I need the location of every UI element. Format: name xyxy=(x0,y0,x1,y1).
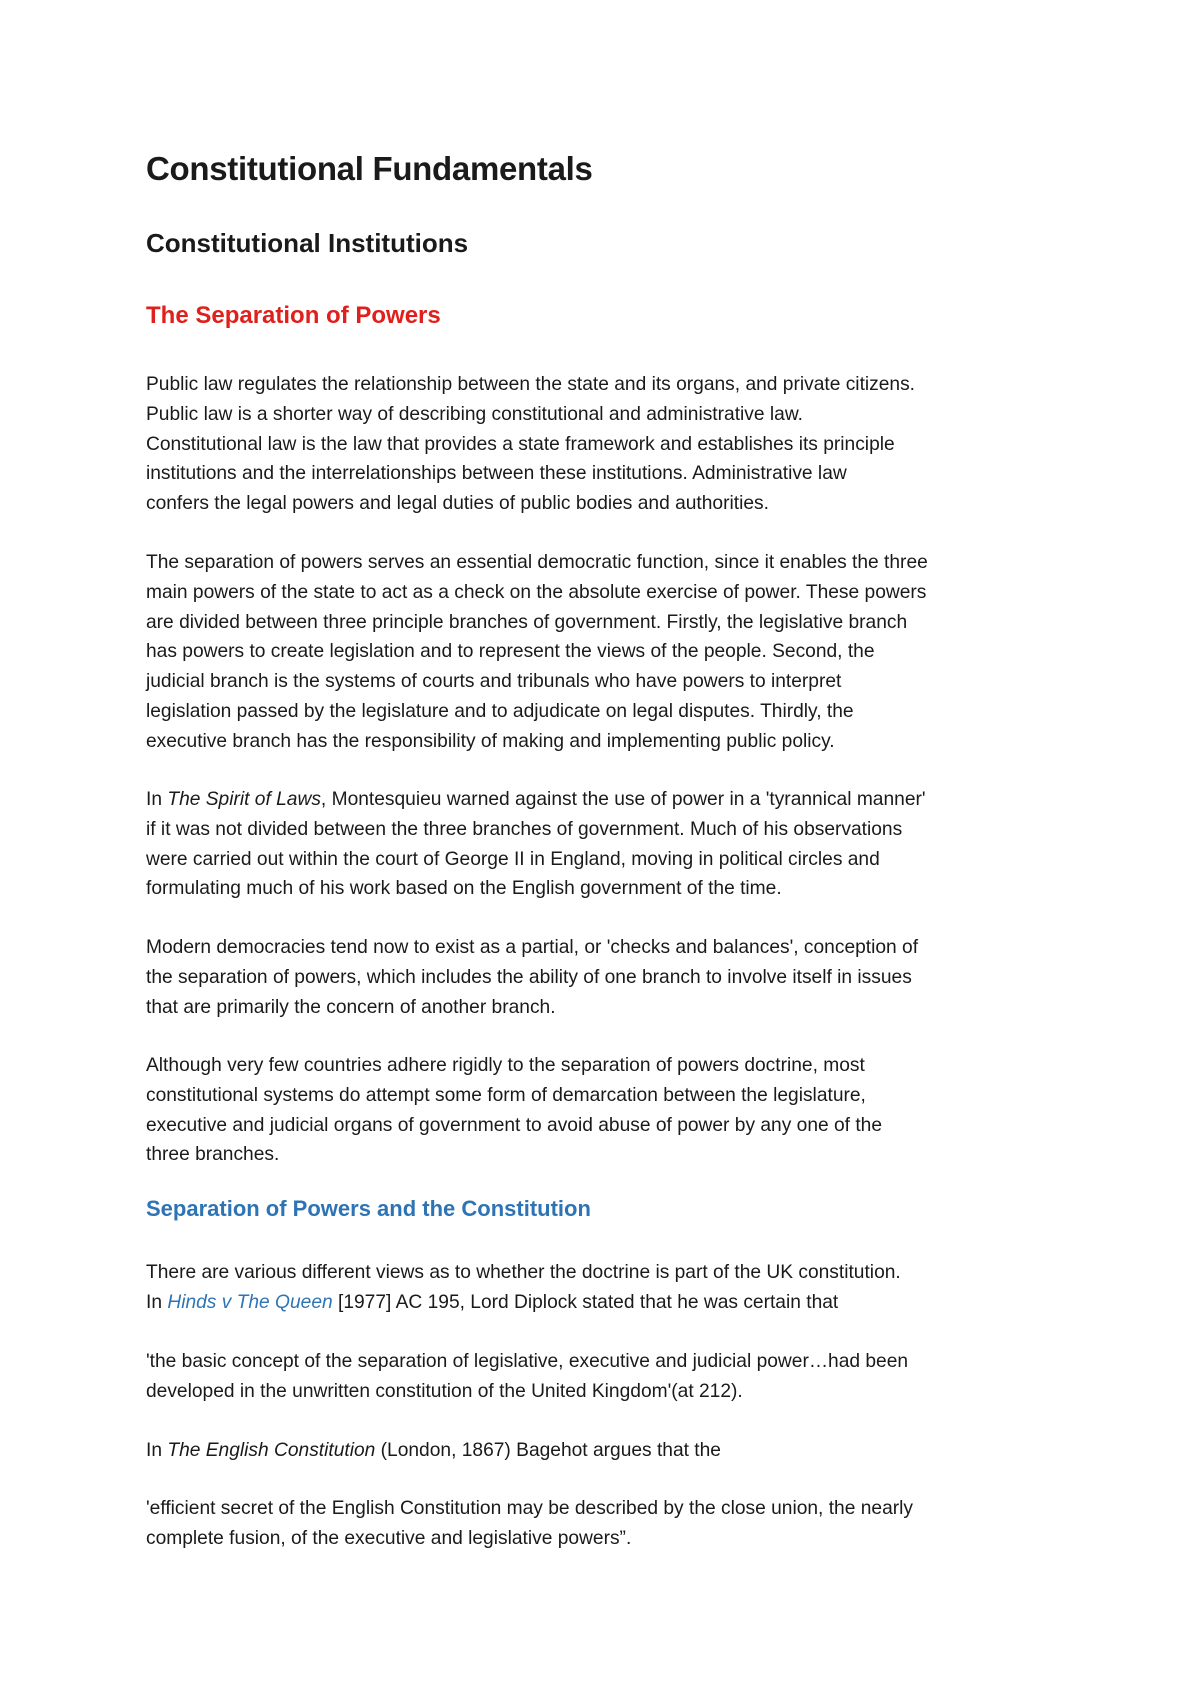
text-line: Modern democracies tend now to exist as a partial, or 'checks and balances', conception of xyxy=(146,937,919,958)
text-line: if it was not divided between the three branches of government. Much of his observations xyxy=(146,818,903,840)
text-line: the separation of powers, which includes the ability of one branch to involve itself in issues xyxy=(146,966,912,988)
subsection-heading-separation-of-powers: The Separation of Powers xyxy=(146,302,441,329)
text-lead: In xyxy=(146,1440,168,1461)
paragraph-public-law xyxy=(146,370,1076,519)
subsection-heading-powers-and-constitution: Separation of Powers and the Constitution xyxy=(146,1196,591,1221)
text-line: that are primarily the concern of another branch. xyxy=(146,996,556,1018)
text-line xyxy=(146,1288,1076,1318)
text-lead: In xyxy=(146,789,168,810)
text-line: main powers of the state to act as a check on the absolute exercise of power. These powers xyxy=(146,581,927,603)
text-run: [1977] AC 195, Lord Diplock stated that he was certain that xyxy=(332,1291,839,1313)
text-line: developed in the unwritten constitution of the United Kingdom'(at 212). xyxy=(146,1380,743,1402)
text-line: were carried out within the court of George II in England, moving in political circles and xyxy=(146,848,880,870)
quote-bagehot xyxy=(146,1494,1076,1554)
document-title: Constitutional Fundamentals xyxy=(146,150,593,187)
paragraph-various-views xyxy=(146,1258,1076,1318)
text-line: institutions and the interrelationships between these institutions. Administrative law xyxy=(146,463,847,485)
text-line: There are various different views as to whether the doctrine is part of the UK constitution. xyxy=(146,1262,901,1283)
text-line: complete fusion, of the executive and legislative powers”. xyxy=(146,1527,632,1549)
case-link-hinds-v-the-queen[interactable]: Hinds v The Queen xyxy=(167,1291,333,1313)
text-line: 'efficient secret of the English Constitution may be described by the close union, the nearly xyxy=(146,1498,913,1519)
section-heading: Constitutional Institutions xyxy=(146,228,469,258)
quote-diplock xyxy=(146,1347,1076,1407)
text-line: three branches. xyxy=(146,1144,280,1166)
text-line: executive and judicial organs of government to avoid abuse of power by any one of the xyxy=(146,1114,882,1136)
paragraph-demarcation xyxy=(146,1051,1076,1170)
text-line: Although very few countries adhere rigidly to the separation of powers doctrine, most xyxy=(146,1055,865,1076)
text-line: legislation passed by the legislature and to adjudicate on legal disputes. Thirdly, the xyxy=(146,700,854,722)
text-line xyxy=(146,785,1076,815)
text-line: executive branch has the responsibility of making and implementing public policy. xyxy=(146,730,835,752)
text-line: are divided between three principle branches of government. Firstly, the legislative branch xyxy=(146,611,908,633)
paragraph-bagehot xyxy=(146,1436,1076,1466)
text-run: , Montesquieu warned against the use of power in a 'tyrannical manner' xyxy=(320,789,926,810)
text-line xyxy=(146,1436,1076,1466)
text-line: formulating much of his work based on the English government of the time. xyxy=(146,878,782,900)
text-line: has powers to create legislation and to represent the views of the people. Second, the xyxy=(146,641,875,663)
text-line: Constitutional law is the law that provides a state framework and establishes its principle xyxy=(146,433,895,455)
text-lead: In xyxy=(146,1291,168,1313)
text-run: (London, 1867) Bagehot argues that the xyxy=(375,1440,721,1461)
book-title-spirit-of-laws: The Spirit of Laws xyxy=(167,789,321,810)
text-line: Public law regulates the relationship between the state and its organs, and private citizens. xyxy=(146,374,916,395)
text-line: judicial branch is the systems of courts and tribunals who have powers to interpret xyxy=(146,671,842,693)
text-line: constitutional systems do attempt some form of demarcation between the legislature, xyxy=(146,1084,866,1106)
paragraph-montesquieu xyxy=(146,785,1076,904)
book-title-english-constitution: The English Constitution xyxy=(167,1440,376,1461)
paragraph-democratic-function xyxy=(146,548,1076,757)
text-line: The separation of powers serves an essential democratic function, since it enables the three xyxy=(146,552,928,573)
paragraph-modern-democracies xyxy=(146,933,1076,1022)
text-line: Public law is a shorter way of describing constitutional and administrative law. xyxy=(146,403,803,425)
text-line: confers the legal powers and legal duties of public bodies and authorities. xyxy=(146,493,769,515)
text-line: 'the basic concept of the separation of legislative, executive and judicial power…had been xyxy=(146,1351,909,1372)
